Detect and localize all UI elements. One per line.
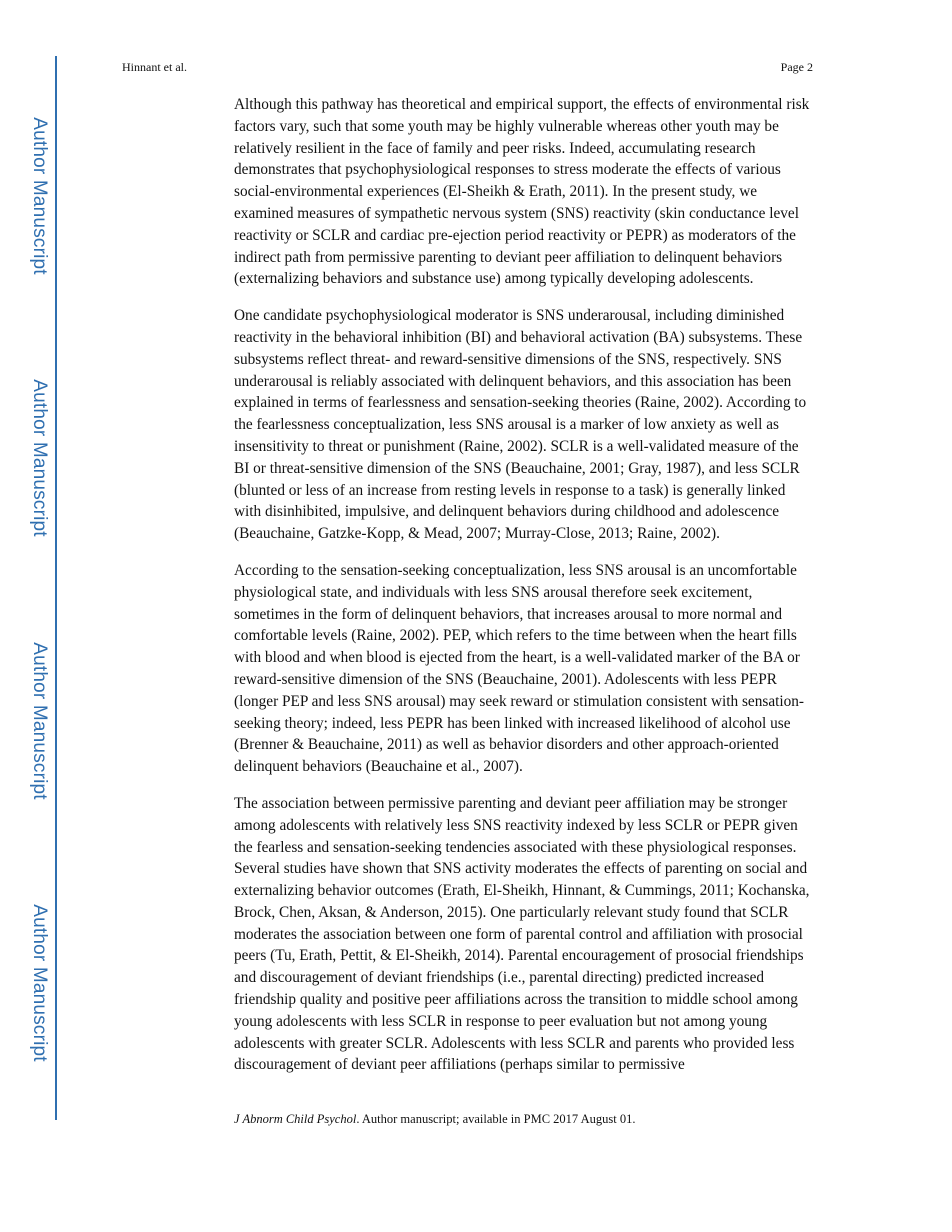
paragraph: The association between permissive parenting and deviant peer affiliation may be stronger among adolescents with relatively less SNS reactivity indexed by less SCLR or PEPR given the fearless and sensation-seeking tendencies associated with these physiological responses. Several studies have shown that SNS activity moderates the effects of parenting on social and externalizing behavior outcomes (Erath, El-Sheikh, Hinnant, & Cummings, 2011; Kochanska, Brock, Chen, Aksan, & Anderson, 2015). One particularly relevant study found that SCLR moderates the association between one form of parental control and affiliation with prosocial peers (Tu, Erath, Pettit, & El-Sheikh, 2014). Parental encouragement of prosocial friendships and discouragement of deviant friendships (i.e., parental directing) predicted increased friendship quality and positive peer affiliations across the transition to middle school among young adolescents with less SCLR in response to peer evaluation but not among young adolescents with greater SCLR. Adolescents with less SCLR and parents who provided less discouragement of deviant peer affiliations (perhaps similar to permissive bbox=[234, 794, 810, 1074]
sidebar-label-text: Author Manuscript bbox=[29, 642, 50, 800]
paragraph: According to the sensation-seeking conceptualization, less SNS arousal is an uncomfortable physiological state, and individuals with less SNS arousal therefore seek excitement, sometimes in the form of delinquent behaviors, that increases arousal to more normal and comfortable levels (Raine, 2002). PEP, which refers to the time between when the heart fills with blood and when blood is ejected from the heart, is a well-validated marker of the BA or reward-sensitive dimension of the SNS (Beauchaine, 2001). Adolescents with less PEPR (longer PEP and less SNS arousal) may seek reward or stimulation consistent with sensation-seeking theory; indeed, less PEPR has been linked with increased likelihood of alcohol use (Brenner & Beauchaine, 2011) as well as behavior disorders and other approach-oriented delinquent behaviors (Beauchaine et al., 2007). bbox=[234, 561, 804, 776]
running-header bbox=[122, 60, 813, 75]
footer-note: . Author manuscript; available in PMC 2017 August 01. bbox=[356, 1112, 636, 1126]
sidebar-label-text: Author Manuscript bbox=[29, 904, 50, 1062]
page-footer bbox=[234, 1112, 635, 1127]
paragraph: One candidate psychophysiological moderator is SNS underarousal, including diminished reactivity in the behavioral inhibition (BI) and behavioral activation (BA) subsystems. These subsystems reflect threat- and reward-sensitive dimensions of the SNS, respectively. SNS underarousal is reliably associated with delinquent behaviors, and this association has been explained in terms of fearlessness and sensation-seeking theories (Raine, 2002). According to the fearlessness conceptualization, less SNS arousal is a marker of low anxiety as well as insensitivity to threat or punishment (Raine, 2002). SCLR is a well-validated measure of the BI or threat-sensitive dimension of the SNS (Beauchaine, 2001; Gray, 1987), and less SCLR (blunted or less of an increase from resting levels in response to a task) is generally linked with disinhibited, impulsive, and delinquent behaviors during childhood and adolescence (Beauchaine, Gatzke-Kopp, & Mead, 2007; Murray-Close, 2013; Raine, 2002). bbox=[234, 307, 807, 543]
sidebar-label-text: Author Manuscript bbox=[29, 379, 50, 537]
header-authors: Hinnant et al. bbox=[122, 60, 187, 74]
header-page-number: Page 2 bbox=[780, 60, 813, 74]
sidebar-rule bbox=[55, 56, 57, 1120]
article-body bbox=[234, 94, 812, 1091]
sidebar-label-text: Author Manuscript bbox=[29, 117, 50, 275]
paragraph: Although this pathway has theoretical and empirical support, the effects of environmental risk factors vary, such that some youth may be highly vulnerable whereas other youth may be relatively resilient in the face of family and peer risks. Indeed, accumulating research demonstrates that psychophysiological responses to stress moderate the effects of various social-environmental experiences (El-Sheikh & Erath, 2011). In the present study, we examined measures of sympathetic nervous system (SNS) reactivity (skin conductance level reactivity or SCLR and cardiac pre-ejection period reactivity or PEPR) as moderators of the indirect path from permissive parenting to deviant peer affiliation to delinquent behaviors (externalizing behaviors and substance use) among typically developing adolescents. bbox=[234, 96, 810, 288]
footer-journal: J Abnorm Child Psychol bbox=[234, 1112, 357, 1126]
